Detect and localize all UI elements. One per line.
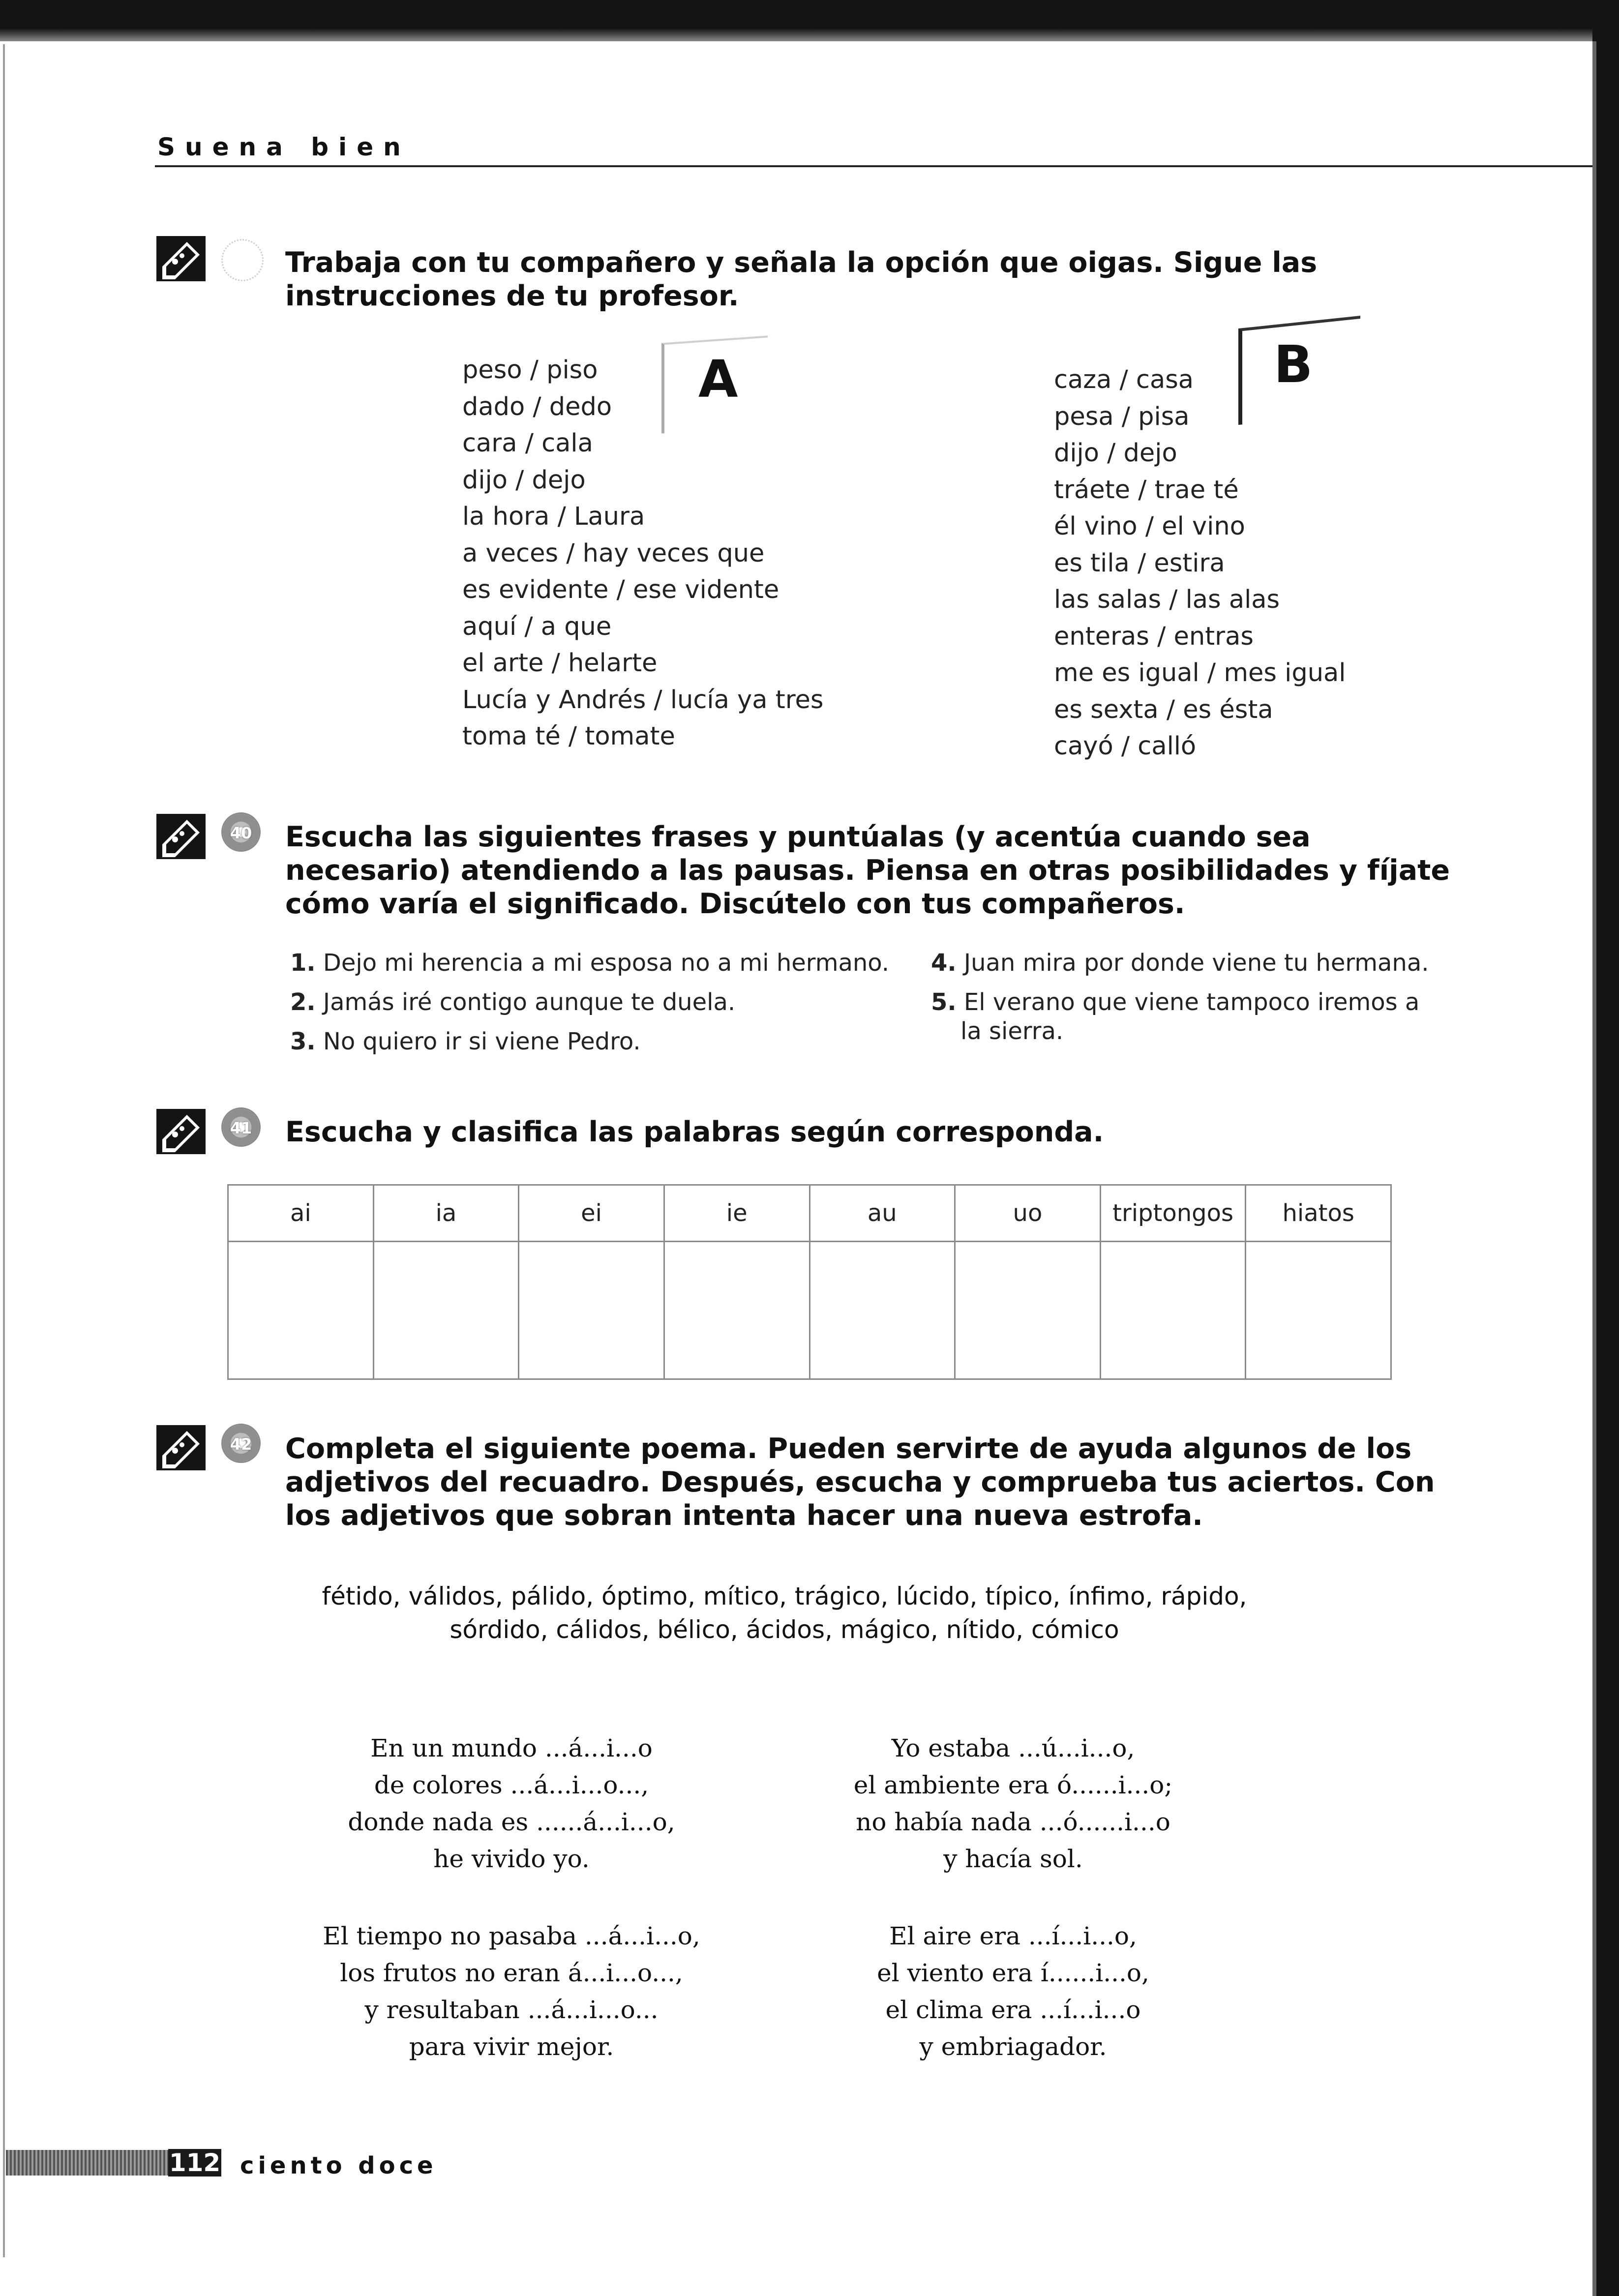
exercise-3-instruction: Escucha y clasifica las palabras según corresponda. [285,1116,1104,1148]
list-item: pesa / pisa [1054,402,1190,431]
column-header: ia [373,1185,519,1242]
sentence-item: 3. No quiero ir si viene Pedro. [290,1028,641,1055]
audio-track-icon: 41 [221,1107,261,1147]
audio-track-icon: 40 [221,812,261,852]
poem-line: el clima era ...í...i...o [885,1996,1141,2024]
list-item: cara / cala [462,429,593,458]
footer-shade [6,2150,168,2176]
poem-stanza [290,1730,733,1878]
poem-stanza [792,1730,1234,1878]
poem-line: En un mundo ...á...i...o [370,1734,653,1762]
list-item: dijo / dejo [462,465,586,495]
list-item: dado / dedo [462,392,612,421]
list-item: me es igual / mes igual [1054,658,1346,687]
answer-cell[interactable] [373,1242,519,1379]
exercise-1-instruction: Trabaja con tu compañero y señala la opción que oigas. Sigue las instrucciones de tu profesor. [285,246,1318,312]
pencil-exercise-icon [156,1425,206,1470]
sentence-item: 5. El verano que viene tampoco iremos a [931,988,1420,1016]
poem-line: y embriagador. [919,2032,1107,2061]
pencil-exercise-icon [156,814,206,859]
column-header: ei [519,1185,664,1242]
page-number-text: ciento doce [240,2152,437,2179]
list-item: caza / casa [1054,365,1194,394]
list-item: toma té / tomate [462,722,675,751]
poem-stanza [792,1918,1234,2065]
list-item: Lucía y Andrés / lucía ya tres [462,685,824,715]
poem-line: El tiempo no pasaba ...á...i...o, [323,1922,700,1950]
column-header: uo [955,1185,1101,1242]
column-header: ai [228,1185,374,1242]
adjectives-line: fétido, válidos, pálido, óptimo, mítico, trágico, lúcido, típico, ínfimo, rápido, [322,1582,1247,1610]
section-title: Suena bien [157,133,411,161]
answer-cell[interactable] [519,1242,664,1379]
sentences-left [290,943,889,1061]
list-item: las salas / las alas [1054,585,1280,614]
poem-line: El aire era ...í...i...o, [889,1922,1137,1950]
poem-line: y resultaban ...á...i...o... [364,1996,659,2024]
sentence-continuation: la sierra. [960,1017,1064,1045]
adjective-box [266,1580,1303,1646]
list-item: es sexta / es ésta [1054,695,1273,724]
pencil-exercise-icon [156,1109,206,1154]
list-item: aquí / a que [462,612,612,641]
exercise-4-instruction: Completa el siguiente poema. Pueden servirte de ayuda algunos de los adjetivos del recuadro. Después, escucha y comprueba tus aciertos. Con los adjetivos que sobran intenta hacer una nueva estrofa. [285,1432,1435,1532]
audio-track-icon: 42 [221,1424,261,1463]
poem-line: no había nada ...ó......i...o [856,1808,1170,1836]
exercise-2-instruction: Escucha las siguientes frases y puntúalas (y acentúa cuando sea necesario) atendiendo a las pausas. Piensa en otras posibilidades y fíjate cómo varía el significado. Discútelo con tus compañeros. [285,821,1450,920]
table-header-row [228,1185,1391,1242]
section-rule [155,165,1592,167]
poem-line: el ambiente era ó......i...o; [853,1771,1173,1799]
list-item: enteras / entras [1054,622,1254,651]
classification-table [227,1184,1392,1380]
list-item: él vino / el vino [1054,512,1245,541]
poem-line: los frutos no eran á...i...o..., [340,1959,683,1987]
word-list-b [1054,362,1346,765]
poem-line: para vivir mejor. [409,2032,614,2061]
sentences-right [931,943,1429,1045]
audio-track-icon [221,239,264,281]
column-header: hiatos [1246,1185,1391,1242]
pencil-exercise-icon [156,236,206,281]
sentence-item: 2. Jamás iré contigo aunque te duela. [290,988,736,1016]
page-number: 112 [169,2148,221,2177]
list-item: a veces / hay veces que [462,538,765,568]
answer-cell[interactable] [1246,1242,1391,1379]
list-item: es evidente / ese vidente [462,575,780,604]
list-item: la hora / Laura [462,502,645,531]
adjectives-line: sórdido, cálidos, bélico, ácidos, mágico, nítido, cómico [450,1615,1119,1644]
poem-stanza [290,1918,733,2065]
answer-cell[interactable] [228,1242,374,1379]
column-header: triptongos [1100,1185,1246,1242]
list-item: tráete / trae té [1054,475,1239,505]
list-item: peso / piso [462,356,598,385]
poem-line: Yo estaba ...ú...i...o, [891,1734,1135,1762]
sentence-item: 4. Juan mira por donde viene tu hermana. [931,949,1429,977]
answer-cell[interactable] [1100,1242,1246,1379]
right-scan-border [1592,0,1619,2296]
answer-cell[interactable] [664,1242,810,1379]
word-list-a [462,352,824,755]
answer-cell[interactable] [810,1242,955,1379]
column-header: au [810,1185,955,1242]
left-scan-edge [3,44,5,2257]
list-a-label: A [698,349,738,409]
poem-line: he vivido yo. [433,1845,590,1873]
table-row [228,1242,1391,1379]
poem-line: y hacía sol. [943,1845,1083,1873]
poem-line: donde nada es ......á...i...o, [348,1808,675,1836]
sentence-item: 1. Dejo mi herencia a mi esposa no a mi hermano. [290,949,890,977]
list-b-label: B [1274,334,1313,394]
poem-line: de colores ...á...i...o..., [374,1771,649,1799]
column-header: ie [664,1185,810,1242]
list-item: dijo / dejo [1054,439,1177,468]
answer-cell[interactable] [955,1242,1101,1379]
top-scan-border [0,0,1619,41]
list-item: el arte / helarte [462,649,658,678]
list-item: es tila / estira [1054,548,1225,578]
poem-line: el viento era í......i...o, [877,1959,1149,1987]
list-item: cayó / calló [1054,732,1197,761]
